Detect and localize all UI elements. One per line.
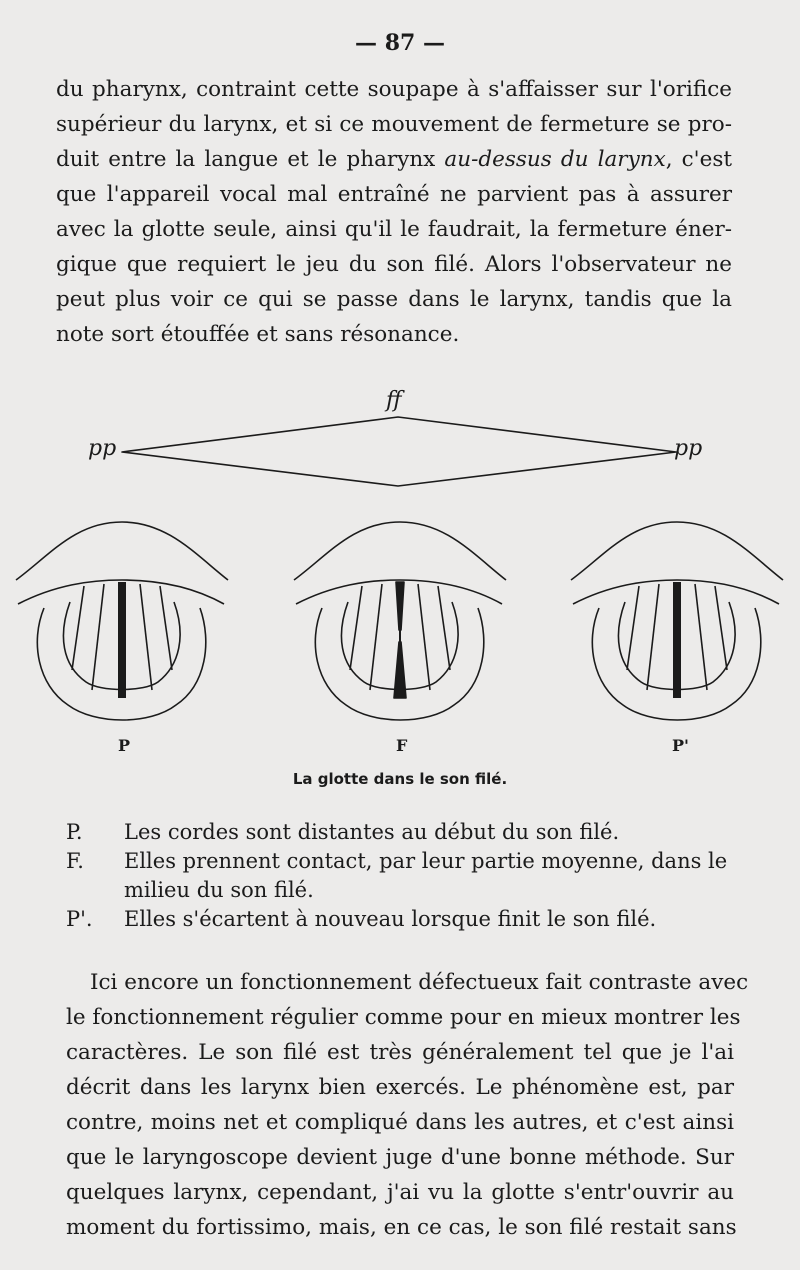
text-line: caractères. Le son filé est très généralement tel que je l'ai (66, 1040, 734, 1065)
text-line: moment du fortissimo, mais, en ce cas, le son filé restait sans (66, 1215, 737, 1240)
page-number: — 87 — (355, 30, 445, 56)
text-line-end: , c'est (665, 147, 732, 172)
text-line: que l'appareil vocal mal entraîné ne parvient pas à assurer (56, 182, 732, 207)
dynamic-pp-left: pp (88, 436, 117, 461)
text-line: supérieur du larynx, et si ce mouvement de fermeture se pro- (56, 112, 732, 137)
glottis-panel-p (16, 522, 228, 720)
text-line: gique que requiert le jeu du son filé. Alors l'observateur ne (56, 252, 732, 277)
paragraph-2 (66, 965, 749, 1245)
glottis-panel-f (294, 522, 506, 720)
text-line: que le laryngoscope devient juge d'une bonne méthode. Sur (66, 1145, 734, 1170)
text-line: décrit dans les larynx bien exercés. Le phénomène est, par (66, 1075, 734, 1100)
panel-label-p: P (118, 736, 131, 755)
glottis-panel-p-prime (571, 522, 783, 720)
legend-key: P. (66, 820, 83, 844)
text-line: quelques larynx, cependant, j'ai vu la glotte s'entr'ouvrir au (66, 1180, 734, 1205)
panel-label-f: F (396, 736, 408, 755)
text-line: contre, moins net et compliqué dans les autres, et c'est ainsi (66, 1110, 734, 1135)
legend-text: Elles s'écartent à nouveau lorsque finit le son filé. (124, 907, 657, 931)
text-line-start: duit entre la langue et le pharynx (56, 147, 445, 172)
glottis-figure (0, 380, 800, 800)
text-line: du pharynx, contraint cette soupape à s'affaisser sur l'orifice (56, 77, 732, 102)
italic-phrase: au-dessus du larynx (444, 147, 666, 172)
paragraph-1 (56, 72, 732, 352)
legend-item (66, 905, 736, 934)
dynamic-pp-right: pp (674, 436, 703, 461)
legend-text: Les cordes sont distantes au début du son filé. (124, 820, 620, 844)
legend-key: P'. (66, 907, 93, 931)
text-line: note sort étouffée et sans résonance. (56, 322, 460, 347)
text-line: Ici encore un fonctionnement défectueux fait contraste avec (90, 970, 749, 995)
legend-key: F. (66, 849, 84, 873)
text-line: peut plus voir ce qui se passe dans le larynx, tandis que la (56, 287, 732, 312)
figure-caption: La glotte dans le son filé. (292, 770, 508, 788)
text-line: avec la glotte seule, ainsi qu'il le faudrait, la fermeture éner- (56, 217, 732, 242)
text-line: le fonctionnement régulier comme pour en mieux montrer les (66, 1005, 741, 1030)
dynamic-ff-top: ff (386, 388, 402, 413)
crescendo-diamond (122, 417, 676, 486)
figure-legend (66, 818, 736, 934)
panel-label-p-prime: P' (672, 736, 689, 755)
legend-item (66, 847, 736, 905)
legend-text: Elles prennent contact, par leur partie moyenne, dans le milieu du son filé. (124, 849, 728, 902)
legend-item (66, 818, 736, 847)
text-line-with-italic (56, 142, 732, 177)
